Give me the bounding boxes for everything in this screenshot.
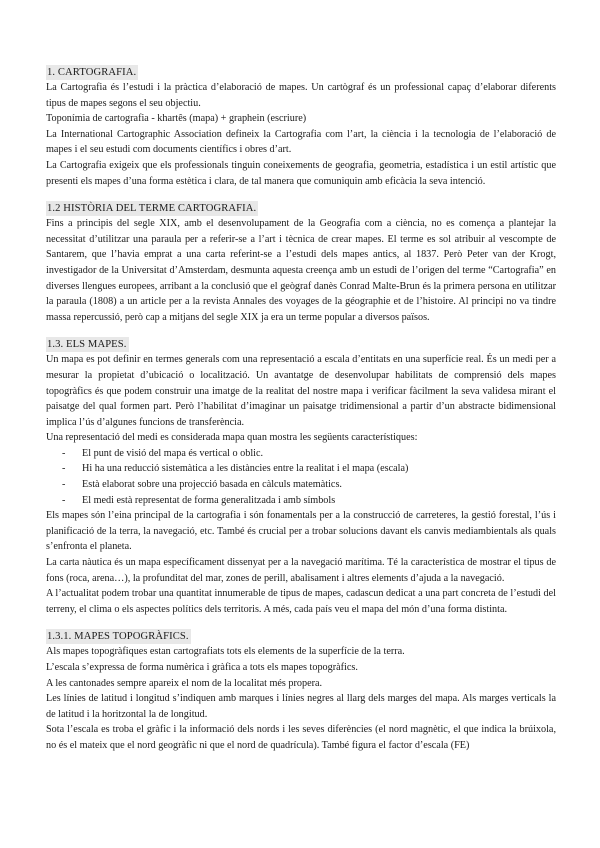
spacer [46,617,556,626]
paragraph: Als mapes topogràfiques estan cartografiats tots els elements de la superfície de la terra. [46,646,405,658]
section-heading: 1.3. ELS MAPES. [47,339,127,351]
list-item-text: Hi ha una reducció sistemàtica a les distàncies entre la realitat i el mapa (escala) [82,463,409,475]
paragraph: La carta nàutica és un mapa específicament dissenyat per a la navegació marítima. Té la característica de mostrar el tipus de fons (roca, arena…), la profunditat del mar, zones de perill, abalisament i altres elements d’ajuda a la navegació. [46,557,556,584]
list-item [62,461,556,477]
bullet-dash: - [62,479,66,491]
paragraph: Sota l’escala es troba el gràfic i la informació dels nords i les seves diferències (el nord magnètic, el que indica la brúixola, no és el mateix que el nord geogràfic ni que el nord de quadrícula). També figura el factor d’escala (FE) [46,724,556,751]
paragraph: Una representació del medi es considerada mapa quan mostra les següents característiques: [46,432,418,444]
paragraph: A les cantonades sempre apareix el nom de la localitat més propera. [46,677,323,689]
spacer [46,325,556,334]
section-mapes-topografics [46,626,556,753]
list-item-text: Està elaborat sobre una projecció basada en càlculs matemàtics. [82,479,342,491]
paragraph: Toponímia de cartografia - khartês (mapa) + graphein (escriure) [46,113,307,125]
paragraph: Fins a principis del segle XIX, amb el desenvolupament de la Geografia com a ciència, no es comença a plantejar la necessitat d’utilitzar una paraula per a referir-se a l’art i tècnica de crear mapes. El terme es sol atribuir al vescompte de Santarem, que l’havia emprat a una carta referint-se a l’estudi dels mapes antics, al 1837. Però Peter van der Krogt, investigador de la Universitat d’Amsterdam, desmunta aquesta creença amb un estudi de l’origen del terme “Cartografia” en diverses llengues europees, arribant a la conclusió que el geògraf danès Conrad Malte-Brun és la primera persona en utilitzar la paraula (1808) a un article per a la revista Annales des voyages de la géographie et de l’histoire. Al principi no va tindre massa repercussió, però cap a mitjans del segle XIX ja era un terme popular a diversos països. [46,218,556,323]
paragraph: Els mapes són l’eina principal de la cartografia i són fonamentals per a la construcció de carreteres, la gestió forestal, l’ús i planificació de la terra, la navegació, etc. També és crucial per a trobar solucions davant els canvis mediambientals als quals s’enfronta el planeta. [46,510,556,553]
list-item [62,446,556,462]
section-cartografia [46,62,556,189]
paragraph: La Cartografia exigeix que els professionals tinguin coneixements de geografia, geometria, estadística i un estil artístic que presenti els mapes d’una forma estètica i clara, de tal manera que comuniquin amb eficàcia la seva intenció. [46,159,556,187]
paragraph: Les línies de latitud i longitud s’indiquen amb marques i línies negres al llarg dels marges del mapa. Als marges verticals la de latitud i la horitzontal la de longitud. [46,693,556,720]
list-item-text: El medi està representat de forma generalitzada i amb símbols [82,494,336,506]
paragraph: La International Cartographic Association defineix la Cartografia com l’art, la ciència i la tecnologia de l’elaboració de mapes i el seu estudi com documents científics i obres d’art. [46,128,556,156]
paragraph: A l’actualitat podem trobar una quantitat innumerable de tipus de mapes, cadascun dedicat a una part concreta de l’estudi del terreny, el clima o els aspectes polítics dels territoris. A més, cada país veu el mapa del món d’una forma distinta. [46,588,556,615]
section-historia [46,198,556,325]
paragraph: Un mapa es pot definir en termes generals com una representació a escala d’entitats en una superfície real. És un medi per a mesurar la propietat d’ubicació o localització. Un avantatge de desenvolupar habilitats de comprensió dels mapes topogràfics és que podem construir una imatge de la realitat del nostre mapa i verificar fàcilment la seva validesa mirant el paisatge del qual formen part. Però l’habilitat d’imaginar un paisatge tridimensional a partir d’un abstracte bidimensional implica l’ús d’algunes funcions de transferència. [46,354,556,428]
list-item-text: El punt de visió del mapa és vertical o oblic. [82,447,264,459]
bullet-dash: - [62,494,66,506]
section-els-mapes [46,334,556,617]
list-item [62,477,556,493]
characteristics-list [46,446,556,508]
section-heading: 1.2 HISTÒRIA DEL TERME CARTOGRAFIA. [47,203,257,215]
bullet-dash: - [62,463,66,475]
paragraph: La Cartografia és l’estudi i la pràctica d’elaboració de mapes. Un cartògraf és un professional capaç d’elaborar diferents tipus de mapes segons el seu objectiu. [46,82,556,109]
paragraph: L’escala s’expressa de forma numèrica i gràfica a tots els mapes topogràfics. [46,662,358,673]
list-item [62,493,556,509]
spacer [46,189,556,198]
bullet-dash: - [62,447,66,459]
section-heading: 1. CARTOGRAFIA. [47,67,137,78]
section-heading: 1.3.1. MAPES TOPOGRÀFICS. [47,631,189,643]
